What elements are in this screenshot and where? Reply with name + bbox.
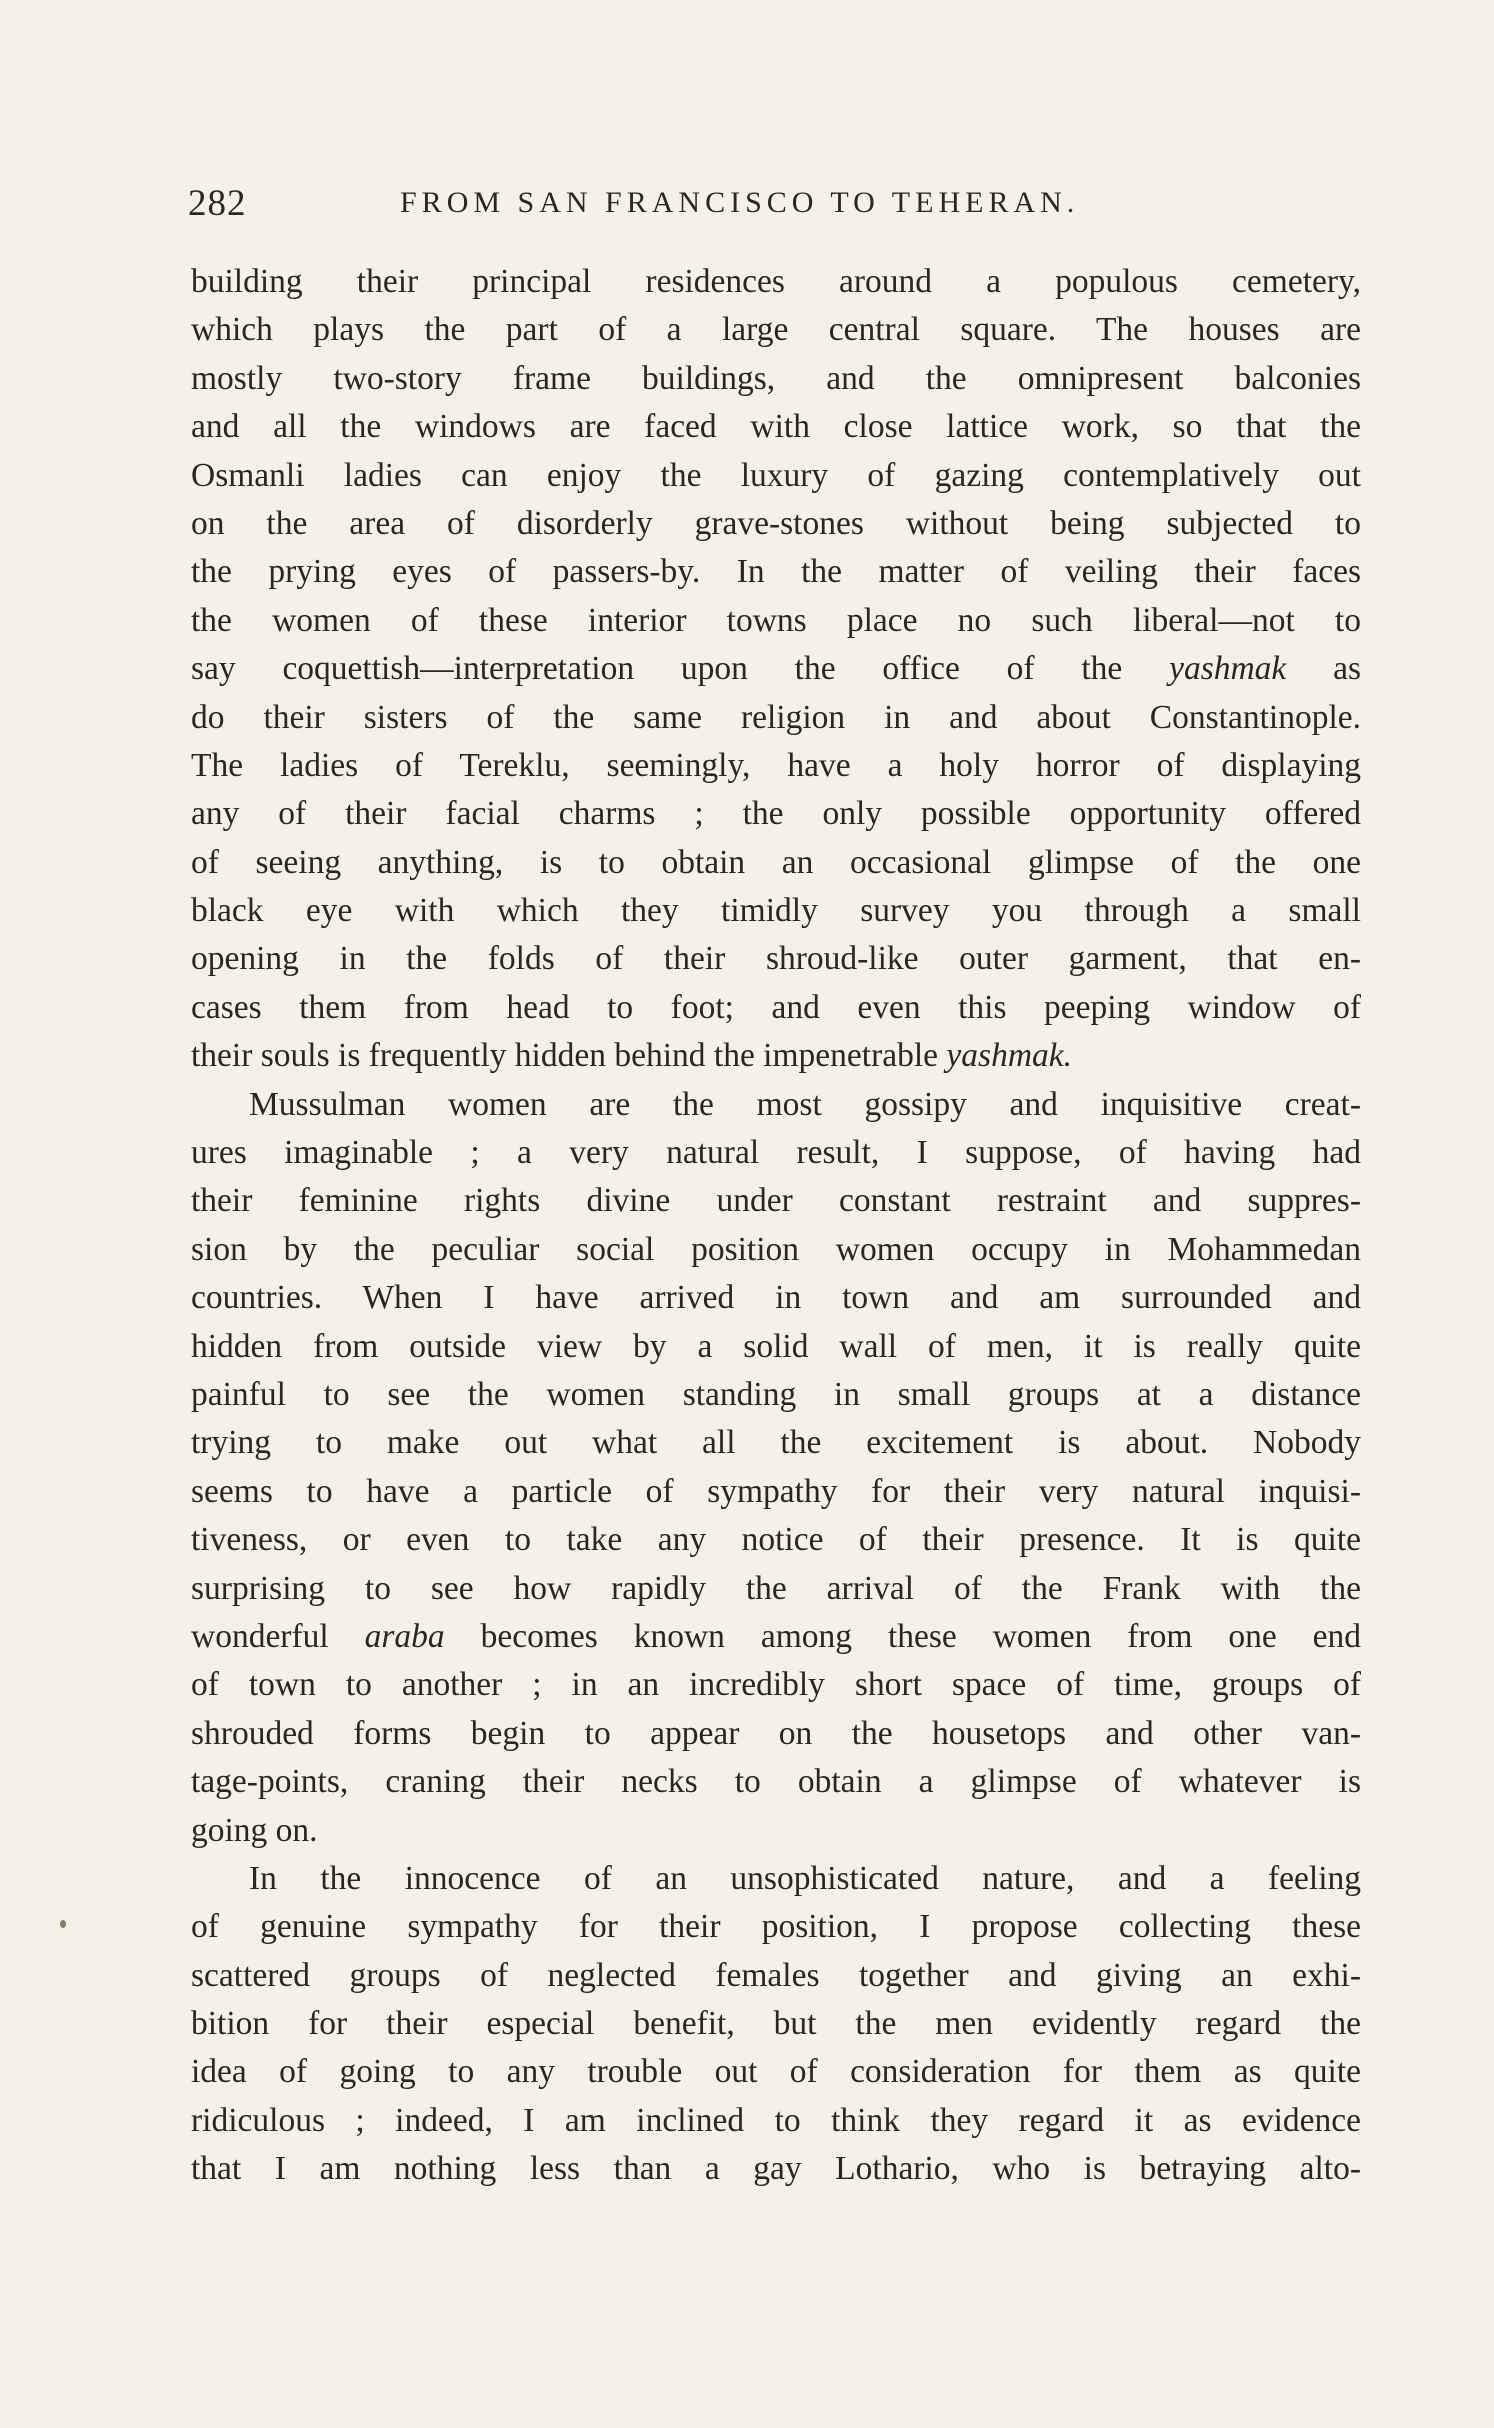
text-segment: wonderful (191, 1617, 365, 1655)
text-line: tage-points, craning their necks to obtain a glimpse of whatever is (191, 1763, 1361, 1801)
text-line: black eye with which they timidly survey you through a small (191, 892, 1361, 930)
running-head (188, 182, 1358, 238)
text-line: going on. (191, 1811, 318, 1849)
text-line: opening in the folds of their shroud-like outer garment, that en- (191, 940, 1361, 978)
text-line: trying to make out what all the excitement is about. Nobody (191, 1424, 1361, 1462)
text-line: tiveness, or even to take any notice of their presence. It is quite (191, 1521, 1361, 1559)
text-line: In the innocence of an unsophisticated nature, and a feeling (249, 1859, 1361, 1897)
text-line: mostly two-story frame buildings, and the omnipresent balconies (191, 359, 1361, 397)
text-line: Mussulman women are the most gossipy and inquisitive creat- (249, 1085, 1361, 1123)
text-line: sion by the peculiar social position women occupy in Mohammedan (191, 1230, 1361, 1268)
italic-term: yashmak. (946, 1037, 1073, 1075)
text-line: building their principal residences around a populous cemetery, (191, 263, 1361, 300)
text-line: cases them from head to foot; and even this peeping window of (191, 988, 1361, 1026)
text-line: ures imaginable ; a very natural result, I suppose, of having had (191, 1134, 1361, 1172)
text-line: the women of these interior towns place no such liberal—not to (191, 601, 1361, 639)
text-line: on the area of disorderly grave-stones without being subjected to (191, 504, 1361, 542)
body-text (191, 258, 1361, 2194)
italic-term: araba (364, 1617, 445, 1655)
text-line: and all the windows are faced with close lattice work, so that the (191, 408, 1361, 446)
text-line: bition for their especial benefit, but the men evidently regard the (191, 2005, 1361, 2043)
text-line: of town to another ; in an incredibly short space of time, groups of (191, 1666, 1361, 1704)
text-line (191, 1032, 1361, 1080)
text-segment: becomes known among these women from one end (444, 1617, 1361, 1655)
text-line: Osmanli ladies can enjoy the luxury of gazing contemplatively out (191, 456, 1361, 494)
text-line: hidden from outside view by a solid wall of men, it is really quite (191, 1327, 1361, 1365)
text-segment: as (1286, 650, 1361, 688)
page-number: 282 (188, 183, 247, 224)
text-line: any of their facial charms ; the only possible opportunity offered (191, 795, 1361, 833)
text-line: of seeing anything, is to obtain an occasional glimpse of the one (191, 843, 1361, 881)
text-line: The ladies of Tereklu, seemingly, have a holy horror of displaying (191, 746, 1361, 784)
italic-term: yashmak (1169, 650, 1287, 688)
text-line: shrouded forms begin to appear on the housetops and other van- (191, 1714, 1361, 1752)
text-segment: say coquettish—interpretation upon the office of the (191, 650, 1170, 688)
text-line: surprising to see how rapidly the arrival of the Frank with the (191, 1569, 1361, 1607)
text-line (191, 645, 1361, 693)
text-line: countries. When I have arrived in town and am surrounded and (191, 1279, 1361, 1317)
margin-ink-speck (60, 1920, 66, 1928)
text-line: the prying eyes of passers-by. In the matter of veiling their faces (191, 553, 1361, 591)
text-line: seems to have a particle of sympathy for their very natural inquisi- (191, 1472, 1361, 1510)
text-line: painful to see the women standing in small groups at a distance (191, 1375, 1361, 1413)
text-line: do their sisters of the same religion in and about Constantinople. (191, 698, 1361, 736)
text-segment: their souls is frequently hidden behind the impenetrable (191, 1037, 947, 1075)
text-line: of genuine sympathy for their position, I propose collecting these (191, 1908, 1361, 1946)
text-line: scattered groups of neglected females together and giving an exhi- (191, 1956, 1361, 1994)
text-line: ridiculous ; indeed, I am inclined to think they regard it as evidence (191, 2101, 1361, 2139)
text-line: which plays the part of a large central square. The houses are (191, 311, 1361, 349)
running-title: FROM SAN FRANCISCO TO TEHERAN. (400, 186, 1080, 219)
text-line: that I am nothing less than a gay Lothario, who is betraying alto- (191, 2150, 1361, 2188)
text-line (191, 1613, 1361, 1661)
text-line: idea of going to any trouble out of consideration for them as quite (191, 2053, 1361, 2091)
text-line: their feminine rights divine under constant restraint and suppres- (191, 1182, 1361, 1220)
